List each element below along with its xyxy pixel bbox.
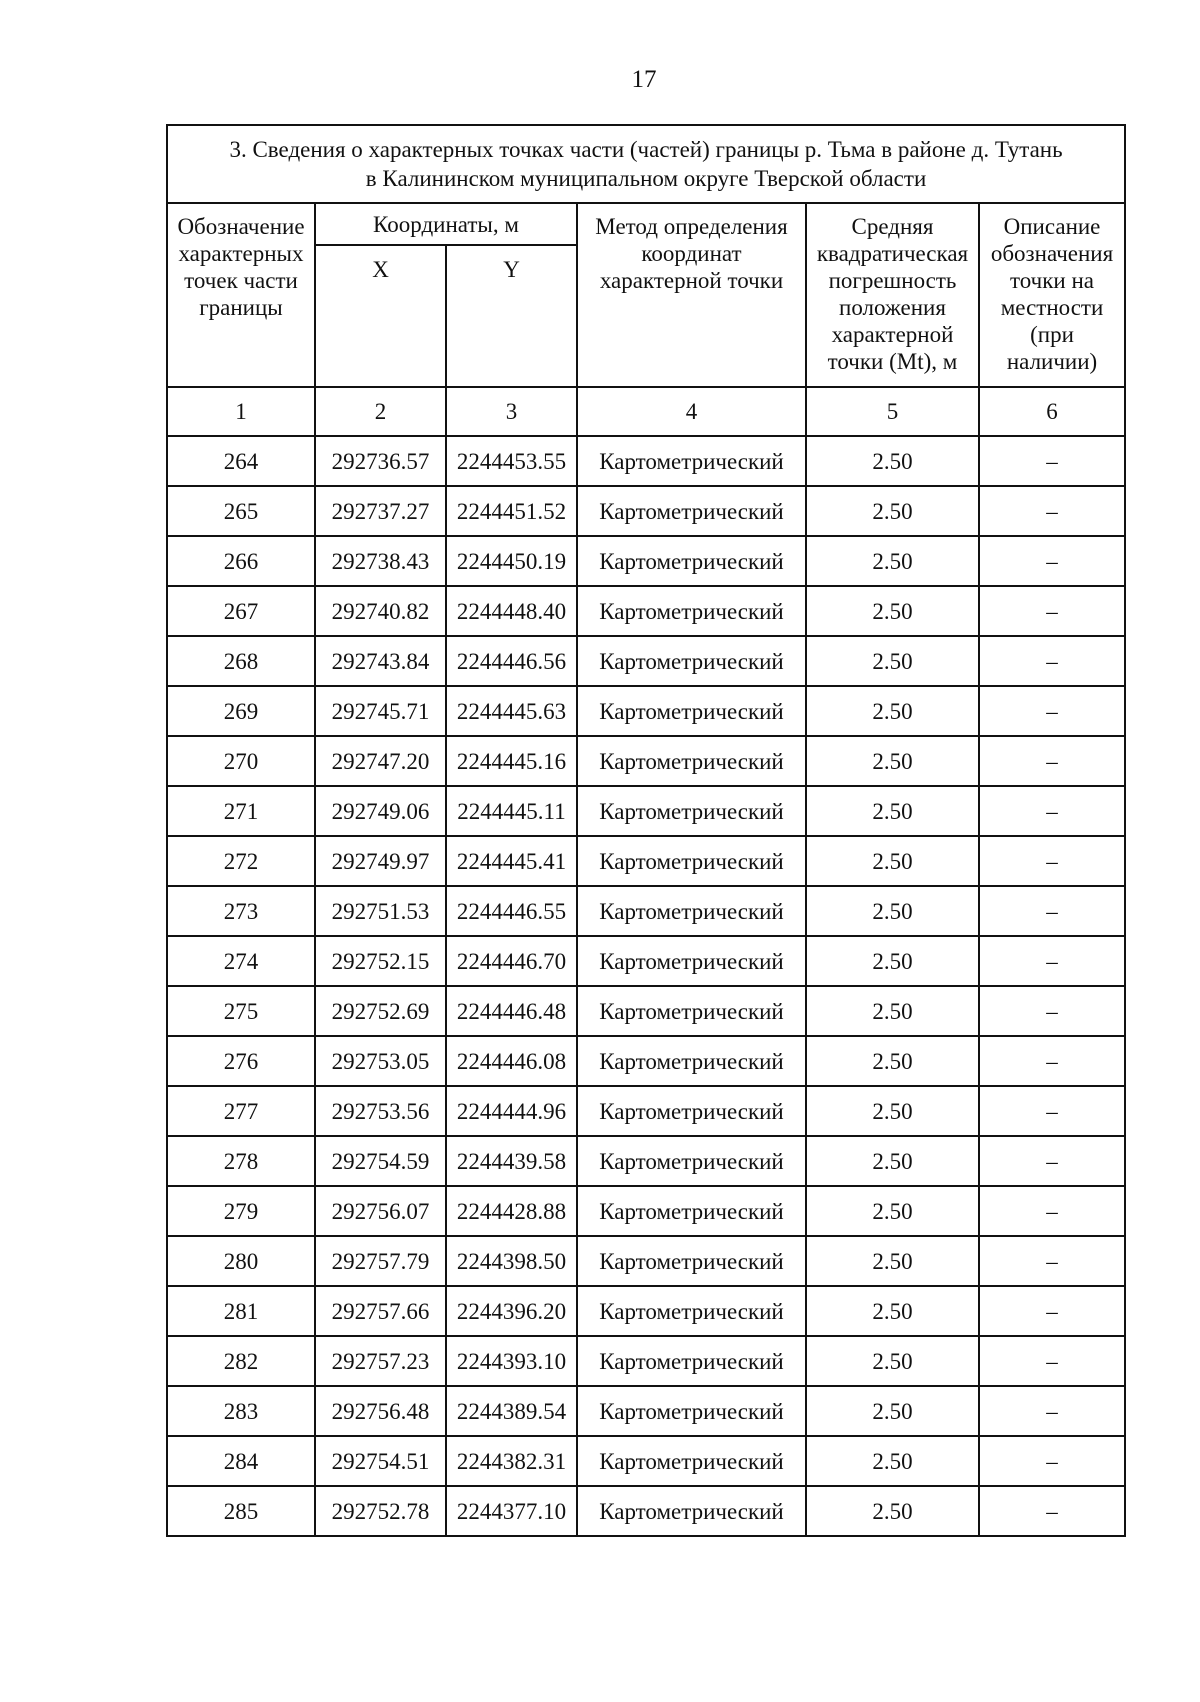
- column-number: 5: [806, 387, 979, 436]
- table-row: [167, 1236, 1125, 1286]
- cell-description: –: [979, 436, 1125, 486]
- cell-x: 292752.69: [315, 986, 446, 1036]
- cell-point-id: 274: [167, 936, 315, 986]
- cell-point-id: 273: [167, 886, 315, 936]
- cell-point-id: 270: [167, 736, 315, 786]
- cell-method: Картометрический: [577, 536, 806, 586]
- table-row: [167, 1136, 1125, 1186]
- cell-description: –: [979, 486, 1125, 536]
- cell-description: –: [979, 1236, 1125, 1286]
- cell-x: 292751.53: [315, 886, 446, 936]
- cell-y: 2244446.55: [446, 886, 577, 936]
- header-designation-line: границы: [199, 295, 283, 320]
- table-row: [167, 1036, 1125, 1086]
- cell-description: –: [979, 586, 1125, 636]
- cell-y: 2244453.55: [446, 436, 577, 486]
- cell-x: 292745.71: [315, 686, 446, 736]
- cell-description: –: [979, 1036, 1125, 1086]
- cell-point-id: 278: [167, 1136, 315, 1186]
- cell-method: Картометрический: [577, 686, 806, 736]
- cell-error: 2.50: [806, 1286, 979, 1336]
- header-coordinates: Координаты, м: [315, 203, 577, 245]
- cell-x: 292740.82: [315, 586, 446, 636]
- cell-method: Картометрический: [577, 1486, 806, 1536]
- cell-y: 2244446.48: [446, 986, 577, 1036]
- cell-error: 2.50: [806, 1186, 979, 1236]
- cell-method: Картометрический: [577, 736, 806, 786]
- table-row: [167, 686, 1125, 736]
- cell-x: 292756.07: [315, 1186, 446, 1236]
- cell-error: 2.50: [806, 586, 979, 636]
- cell-y: 2244446.08: [446, 1036, 577, 1086]
- cell-method: Картометрический: [577, 1036, 806, 1086]
- cell-point-id: 284: [167, 1436, 315, 1486]
- cell-y: 2244428.88: [446, 1186, 577, 1236]
- cell-error: 2.50: [806, 836, 979, 886]
- cell-error: 2.50: [806, 636, 979, 686]
- cell-description: –: [979, 786, 1125, 836]
- cell-point-id: 264: [167, 436, 315, 486]
- caption-row: [167, 125, 1125, 203]
- page-number: 17: [631, 66, 657, 93]
- cell-y: 2244446.56: [446, 636, 577, 686]
- cell-x: 292747.20: [315, 736, 446, 786]
- cell-error: 2.50: [806, 736, 979, 786]
- cell-y: 2244445.16: [446, 736, 577, 786]
- cell-point-id: 272: [167, 836, 315, 886]
- cell-x: 292753.05: [315, 1036, 446, 1086]
- cell-error: 2.50: [806, 1236, 979, 1286]
- header-designation: [167, 203, 315, 387]
- cell-description: –: [979, 886, 1125, 936]
- header-error-line: квадратическая: [816, 241, 969, 266]
- cell-error: 2.50: [806, 1436, 979, 1486]
- cell-x: 292743.84: [315, 636, 446, 686]
- header-error-line: точки (Mt), м: [827, 349, 958, 374]
- cell-description: –: [979, 836, 1125, 886]
- cell-point-id: 266: [167, 536, 315, 586]
- table-row: [167, 836, 1125, 886]
- table-row: [167, 936, 1125, 986]
- cell-description: –: [979, 986, 1125, 1036]
- cell-point-id: 268: [167, 636, 315, 686]
- cell-x: 292736.57: [315, 436, 446, 486]
- header-designation-line: Обозначение: [177, 214, 305, 239]
- cell-method: Картометрический: [577, 1436, 806, 1486]
- cell-y: 2244389.54: [446, 1386, 577, 1436]
- column-number: 1: [167, 387, 315, 436]
- cell-point-id: 279: [167, 1186, 315, 1236]
- header-error-line: положения: [839, 295, 946, 320]
- cell-x: 292749.06: [315, 786, 446, 836]
- cell-error: 2.50: [806, 786, 979, 836]
- cell-error: 2.50: [806, 436, 979, 486]
- cell-error: 2.50: [806, 1486, 979, 1536]
- cell-description: –: [979, 1386, 1125, 1436]
- table-row: [167, 1436, 1125, 1486]
- cell-y: 2244382.31: [446, 1436, 577, 1486]
- cell-method: Картометрический: [577, 836, 806, 886]
- cell-method: Картометрический: [577, 786, 806, 836]
- cell-y: 2244445.11: [446, 786, 577, 836]
- table-row: [167, 486, 1125, 536]
- cell-error: 2.50: [806, 536, 979, 586]
- header-error-line: погрешность: [828, 268, 957, 293]
- table-caption-line-1: 3. Сведения о характерных точках части (частей) границы р. Тьма в районе д. Тутань: [229, 137, 1063, 162]
- table-row: [167, 786, 1125, 836]
- cell-description: –: [979, 1186, 1125, 1236]
- cell-method: Картометрический: [577, 1236, 806, 1286]
- table-row: [167, 886, 1125, 936]
- cell-description: –: [979, 1436, 1125, 1486]
- cell-x: 292754.59: [315, 1136, 446, 1186]
- column-number: 2: [315, 387, 446, 436]
- cell-description: –: [979, 1136, 1125, 1186]
- table-row: [167, 1336, 1125, 1386]
- column-number: 6: [979, 387, 1125, 436]
- cell-description: –: [979, 736, 1125, 786]
- header-description-line: (при: [1030, 322, 1074, 347]
- header-description: [979, 203, 1125, 387]
- cell-error: 2.50: [806, 1136, 979, 1186]
- cell-y: 2244445.41: [446, 836, 577, 886]
- cell-point-id: 285: [167, 1486, 315, 1536]
- header-row: [167, 203, 1125, 245]
- table-caption-line-2: в Калининском муниципальном округе Тверской области: [365, 166, 927, 191]
- cell-description: –: [979, 1286, 1125, 1336]
- header-error-line: Средняя: [851, 214, 934, 239]
- table-row: [167, 636, 1125, 686]
- header-error: [806, 203, 979, 387]
- table-row: [167, 436, 1125, 486]
- cell-method: Картометрический: [577, 436, 806, 486]
- column-number: 4: [577, 387, 806, 436]
- cell-point-id: 275: [167, 986, 315, 1036]
- cell-method: Картометрический: [577, 1136, 806, 1186]
- header-description-line: местности: [1000, 295, 1104, 320]
- cell-error: 2.50: [806, 1386, 979, 1436]
- cell-y: 2244377.10: [446, 1486, 577, 1536]
- header-description-line: наличии): [1006, 349, 1098, 374]
- table-row: [167, 536, 1125, 586]
- cell-error: 2.50: [806, 1086, 979, 1136]
- table-row: [167, 1086, 1125, 1136]
- header-method-line: Метод определения: [595, 214, 788, 239]
- header-x: X: [315, 245, 446, 387]
- cell-description: –: [979, 536, 1125, 586]
- cell-y: 2244451.52: [446, 486, 577, 536]
- cell-method: Картометрический: [577, 886, 806, 936]
- cell-error: 2.50: [806, 886, 979, 936]
- cell-y: 2244396.20: [446, 1286, 577, 1336]
- cell-method: Картометрический: [577, 586, 806, 636]
- cell-x: 292754.51: [315, 1436, 446, 1486]
- cell-description: –: [979, 936, 1125, 986]
- header-description-line: обозначения: [990, 241, 1114, 266]
- cell-description: –: [979, 1336, 1125, 1386]
- cell-method: Картометрический: [577, 1186, 806, 1236]
- cell-point-id: 282: [167, 1336, 315, 1386]
- column-number: 3: [446, 387, 577, 436]
- column-number-row: [167, 387, 1125, 436]
- header-y: Y: [446, 245, 577, 387]
- header-error-line: характерной: [831, 322, 954, 347]
- cell-x: 292757.23: [315, 1336, 446, 1386]
- cell-y: 2244446.70: [446, 936, 577, 986]
- cell-y: 2244439.58: [446, 1136, 577, 1186]
- table-row: [167, 1486, 1125, 1536]
- cell-point-id: 283: [167, 1386, 315, 1436]
- header-description-line: точки на: [1010, 268, 1095, 293]
- boundary-points-table: [166, 124, 1126, 1537]
- table-row: [167, 1186, 1125, 1236]
- cell-error: 2.50: [806, 486, 979, 536]
- cell-method: Картометрический: [577, 1086, 806, 1136]
- cell-x: 292753.56: [315, 1086, 446, 1136]
- cell-description: –: [979, 1486, 1125, 1536]
- cell-y: 2244448.40: [446, 586, 577, 636]
- cell-x: 292737.27: [315, 486, 446, 536]
- cell-method: Картометрический: [577, 1386, 806, 1436]
- cell-x: 292757.79: [315, 1236, 446, 1286]
- header-method-line: характерной точки: [599, 268, 784, 293]
- cell-point-id: 281: [167, 1286, 315, 1336]
- cell-description: –: [979, 686, 1125, 736]
- cell-error: 2.50: [806, 1336, 979, 1386]
- cell-point-id: 276: [167, 1036, 315, 1086]
- cell-x: 292752.15: [315, 936, 446, 986]
- cell-description: –: [979, 1086, 1125, 1136]
- cell-y: 2244393.10: [446, 1336, 577, 1386]
- cell-x: 292757.66: [315, 1286, 446, 1336]
- header-method: [577, 203, 806, 387]
- header-description-line: Описание: [1003, 214, 1101, 239]
- cell-point-id: 267: [167, 586, 315, 636]
- cell-method: Картометрический: [577, 936, 806, 986]
- cell-description: –: [979, 636, 1125, 686]
- table-row: [167, 736, 1125, 786]
- cell-point-id: 265: [167, 486, 315, 536]
- cell-y: 2244445.63: [446, 686, 577, 736]
- table-row: [167, 986, 1125, 1036]
- cell-error: 2.50: [806, 1036, 979, 1086]
- cell-y: 2244398.50: [446, 1236, 577, 1286]
- cell-point-id: 271: [167, 786, 315, 836]
- cell-method: Картометрический: [577, 636, 806, 686]
- cell-x: 292756.48: [315, 1386, 446, 1436]
- cell-point-id: 277: [167, 1086, 315, 1136]
- cell-method: Картометрический: [577, 486, 806, 536]
- cell-y: 2244444.96: [446, 1086, 577, 1136]
- cell-method: Картометрический: [577, 986, 806, 1036]
- cell-point-id: 280: [167, 1236, 315, 1286]
- table-row: [167, 1286, 1125, 1336]
- cell-error: 2.50: [806, 986, 979, 1036]
- cell-method: Картометрический: [577, 1286, 806, 1336]
- cell-x: 292738.43: [315, 536, 446, 586]
- table-row: [167, 1386, 1125, 1436]
- cell-point-id: 269: [167, 686, 315, 736]
- cell-y: 2244450.19: [446, 536, 577, 586]
- header-designation-line: точек части: [184, 268, 298, 293]
- table-row: [167, 586, 1125, 636]
- table-caption: [167, 125, 1125, 203]
- header-method-line: координат: [641, 241, 742, 266]
- cell-error: 2.50: [806, 686, 979, 736]
- cell-error: 2.50: [806, 936, 979, 986]
- cell-x: 292752.78: [315, 1486, 446, 1536]
- header-designation-line: характерных: [178, 241, 304, 266]
- cell-method: Картометрический: [577, 1336, 806, 1386]
- cell-x: 292749.97: [315, 836, 446, 886]
